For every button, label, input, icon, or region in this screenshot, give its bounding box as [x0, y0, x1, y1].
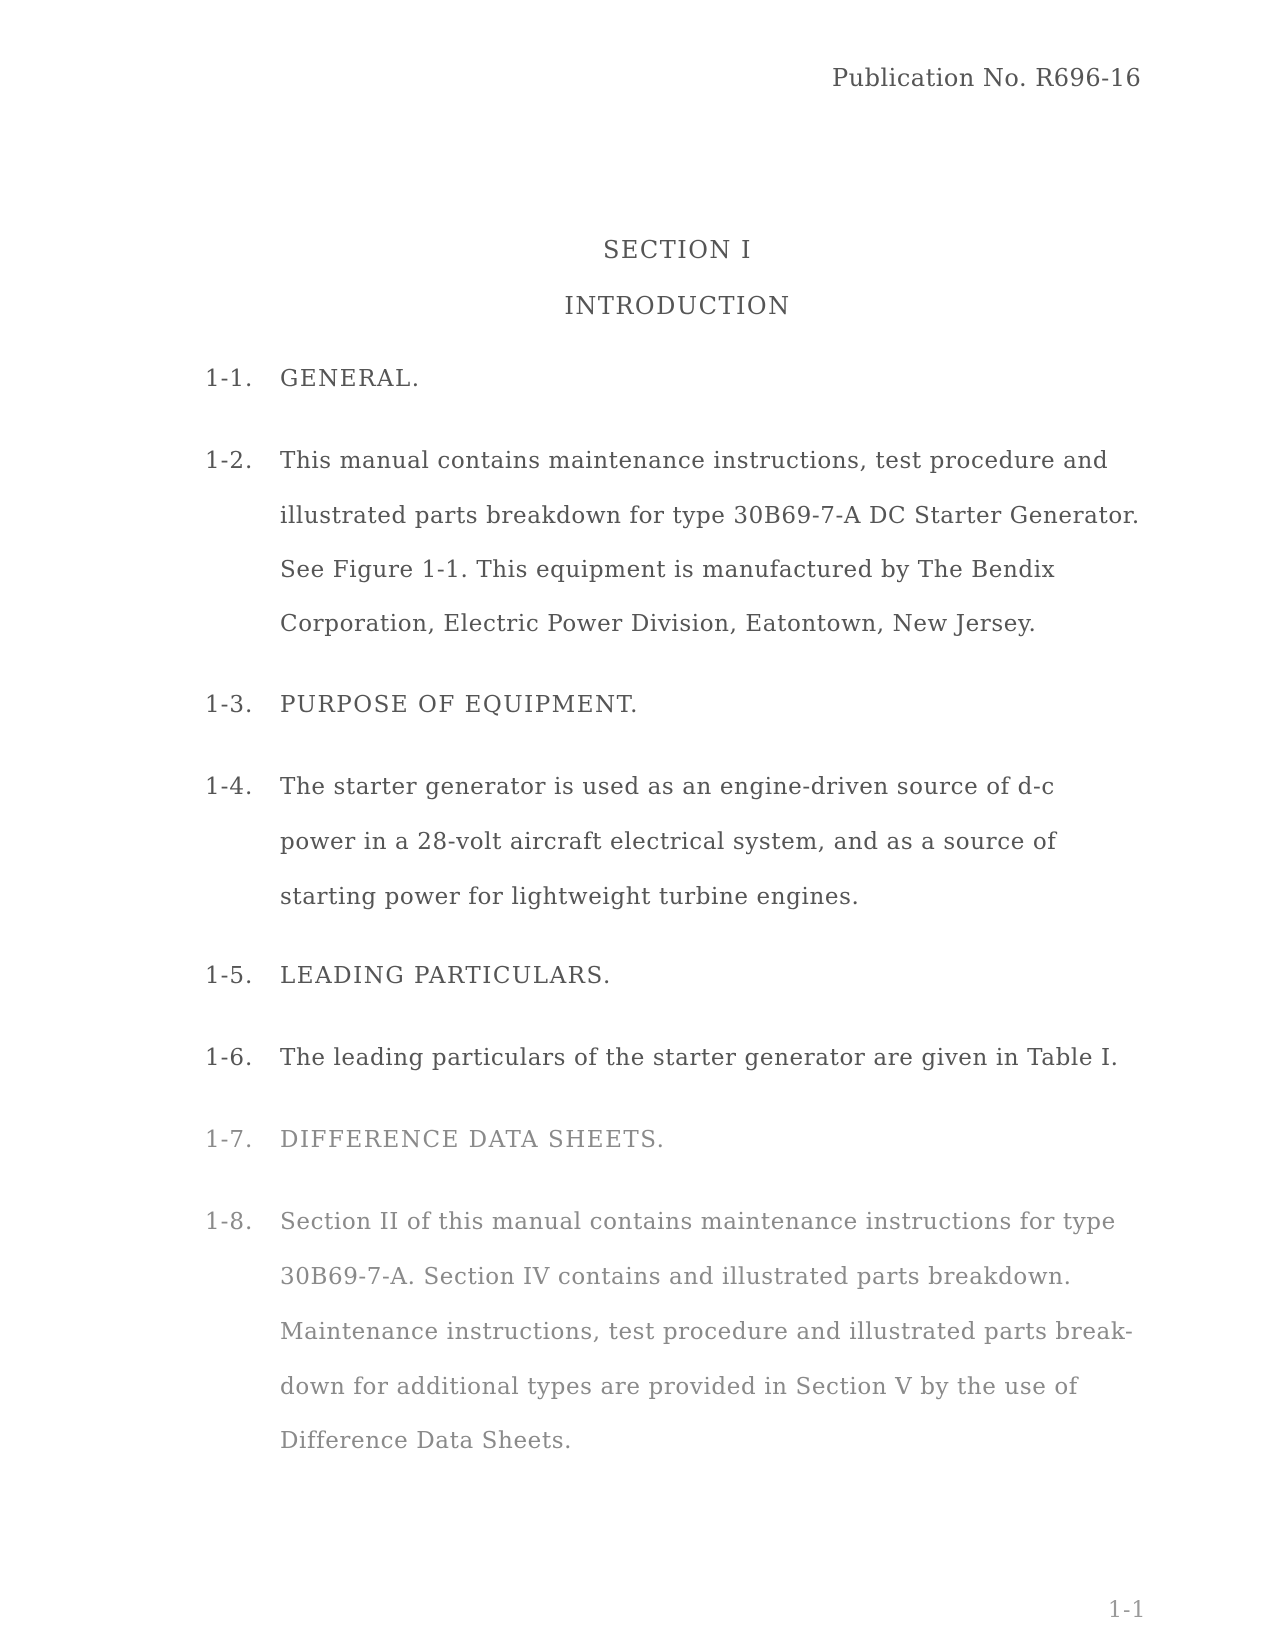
paragraph-line: Difference Data Sheets.	[280, 1428, 573, 1454]
paragraph-heading: PURPOSE OF EQUIPMENT.	[280, 692, 639, 718]
paragraph-number: 1-6.	[205, 1045, 254, 1071]
paragraph-line: Section II of this manual contains maintenance instructions for type	[280, 1209, 1116, 1235]
paragraph-line: The leading particulars of the starter generator are given in Table I.	[280, 1045, 1119, 1071]
paragraph-line: down for additional types are provided in Section V by the use of	[280, 1374, 1078, 1400]
paragraph-heading: DIFFERENCE DATA SHEETS.	[280, 1127, 666, 1153]
paragraph-line: power in a 28-volt aircraft electrical system, and as a source of	[280, 829, 1057, 855]
paragraph-heading: LEADING PARTICULARS.	[280, 963, 612, 989]
paragraph-line: Corporation, Electric Power Division, Eatontown, New Jersey.	[280, 611, 1037, 637]
paragraph-number: 1-2.	[205, 448, 254, 474]
paragraph-number: 1-1.	[205, 366, 254, 392]
paragraph-number: 1-4.	[205, 774, 254, 800]
paragraph-line: starting power for lightweight turbine engines.	[280, 884, 860, 910]
section-number: SECTION I	[602, 236, 753, 264]
paragraph-number: 1-5.	[205, 963, 254, 989]
paragraph-number: 1-7.	[205, 1127, 254, 1153]
paragraph-line: 30B69-7-A. Section IV contains and illustrated parts breakdown.	[280, 1264, 1072, 1290]
paragraph-number: 1-8.	[205, 1209, 254, 1235]
section-title: INTRODUCTION	[564, 292, 791, 320]
paragraph-line: Maintenance instructions, test procedure and illustrated parts break-	[280, 1319, 1134, 1345]
paragraph-line: The starter generator is used as an engine-driven source of d-c	[280, 774, 1055, 800]
publication-number: Publication No. R696-16	[832, 64, 1142, 92]
paragraph-line: This manual contains maintenance instructions, test procedure and	[280, 448, 1109, 474]
paragraph-heading: GENERAL.	[280, 366, 421, 392]
paragraph-line: illustrated parts breakdown for type 30B69-7-A DC Starter Generator.	[280, 503, 1140, 529]
paragraph-number: 1-3.	[205, 692, 254, 718]
paragraph-line: See Figure 1-1. This equipment is manufactured by The Bendix	[280, 557, 1056, 583]
page-number: 1-1	[1108, 1598, 1147, 1623]
